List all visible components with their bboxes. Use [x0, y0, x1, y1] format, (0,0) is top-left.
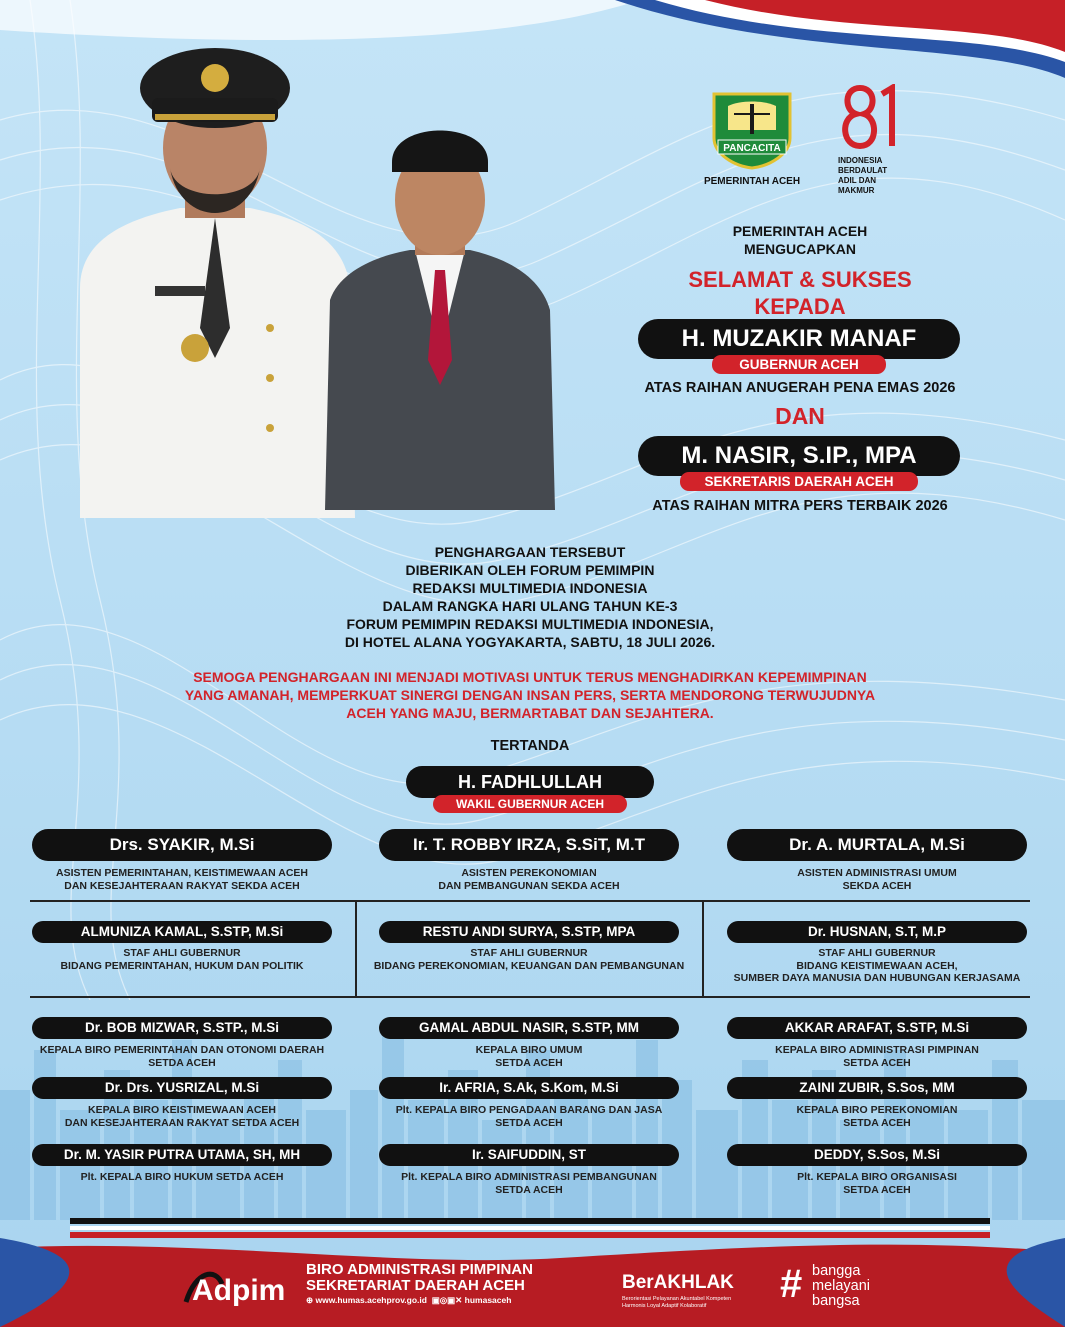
assistant-2-role: [379, 867, 679, 892]
headline-line1: PEMERINTAH ACEH: [732, 223, 868, 239]
para-line-4: DALAM RANGKA HARI ULANG TAHUN KE-3: [382, 598, 678, 614]
bureau-3-2-role: [364, 1171, 694, 1196]
bureau-2-1-role-line2: DAN KESEJAHTERAAN RAKYAT SETDA ACEH: [64, 1116, 300, 1129]
footer-stripes: [70, 1218, 990, 1240]
advisor-1-role-line2: BIDANG PEMERINTAHAN, HUKUM DAN POLITIK: [60, 959, 304, 972]
grid-line-1: [30, 900, 1030, 902]
bureau-2-3-role: [712, 1104, 1042, 1129]
assistant-2-role-line1: ASISTEN PEREKONOMIAN: [461, 867, 597, 879]
bureau-1-1-role-line1: KEPALA BIRO PEMERINTAHAN DAN OTONOMI DAERAH: [39, 1044, 325, 1056]
signed-role: WAKIL GUBERNUR ACEH: [433, 795, 627, 813]
top-right-wave: [595, 0, 1065, 80]
bureau-2-2-role-line2: SETDA ACEH: [495, 1116, 563, 1129]
bureau-1-1-role-line2: SETDA ACEH: [148, 1056, 216, 1069]
advisor-2-name: RESTU ANDI SURYA, S.STP, MPA: [379, 921, 679, 943]
pancacita-shield-icon: [710, 88, 794, 170]
bureau-3-3-role-line2: SETDA ACEH: [843, 1183, 911, 1196]
honoree2-role: SEKRETARIS DAERAH ACEH: [680, 472, 918, 491]
hashtag-line1: bangga: [812, 1263, 861, 1279]
advisor-3-role: [712, 947, 1042, 985]
para-line-5: FORUM PEMIMPIN REDAKSI MULTIMEDIA INDONESIA,: [346, 616, 714, 632]
anniversary-tag-4: MAKMUR: [838, 186, 875, 195]
honoree2-name: M. NASIR, S.IP., MPA: [638, 436, 960, 476]
bureau-3-1-role-line1: Plt. KEPALA BIRO HUKUM SETDA ACEH: [80, 1171, 284, 1183]
hashtag-line3: bangsa: [812, 1293, 860, 1309]
bureau-3-3-name: DEDDY, S.Sos, M.Si: [727, 1144, 1027, 1166]
bureau-1-3-name: AKKAR ARAFAT, S.STP, M.Si: [727, 1017, 1027, 1039]
pancacita-banner-text: PANCACITA: [723, 143, 781, 154]
bureau-3-2-role-line2: SETDA ACEH: [495, 1183, 563, 1196]
bureau-1-2-role: [364, 1044, 694, 1069]
bureau-2-2-role-line1: Plt. KEPALA BIRO PENGADAAN BARANG DAN JASA: [395, 1104, 663, 1116]
wish-message: [110, 668, 950, 722]
signed-label: TERTANDA: [490, 738, 570, 754]
berakhlak-logo: BerAKHLAK: [622, 1272, 734, 1293]
signed-name: H. FADHLULLAH: [406, 766, 654, 798]
secretary-photo: [320, 110, 560, 510]
anniversary-tag-3: ADIL DAN: [838, 176, 877, 185]
assistant-1-name: Drs. SYAKIR, M.Si: [32, 829, 332, 861]
honoree2-award: ATAS RAIHAN MITRA PERS TERBAIK 2026: [652, 498, 948, 514]
advisor-1-role-line1: STAF AHLI GUBERNUR: [123, 947, 241, 959]
grid-col-divider-1: [355, 902, 357, 996]
congrats-line1: SELAMAT & SUKSES: [688, 267, 912, 292]
bureau-1-3-role: [712, 1044, 1042, 1069]
anniversary-81-icon: [838, 84, 898, 150]
honoree1-role: GUBERNUR ACEH: [712, 355, 886, 374]
para-line-3: REDAKSI MULTIMEDIA INDONESIA: [412, 580, 648, 596]
bureau-3-2-role-line1: Plt. KEPALA BIRO ADMINISTRASI PEMBANGUNAN: [401, 1171, 657, 1183]
advisor-1-name: ALMUNIZA KAMAL, S.STP, M.Si: [32, 921, 332, 943]
assistant-3-name: Dr. A. MURTALA, M.Si: [727, 829, 1027, 861]
assistant-2-name: Ir. T. ROBBY IRZA, S.SiT, M.T: [379, 829, 679, 861]
aceh-government-logo: [697, 88, 807, 198]
assistant-3-role-line1: ASISTEN ADMINISTRASI UMUM: [797, 867, 957, 879]
wish-line-3: ACEH YANG MAJU, BERMARTABAT DAN SEJAHTERA.: [346, 705, 714, 721]
bureau-3-2-name: Ir. SAIFUDDIN, ST: [379, 1144, 679, 1166]
bureau-2-3-name: ZAINI ZUBIR, S.Sos, MM: [727, 1077, 1027, 1099]
headline-line2: MENGUCAPKAN: [744, 241, 856, 257]
footer-biro-line1: BIRO ADMINISTRASI PIMPINAN: [306, 1261, 533, 1278]
footer-biro-line2: SEKRETARIAT DAERAH ACEH: [306, 1277, 525, 1294]
wish-line-2: YANG AMANAH, MEMPERKUAT SINERGI DENGAN INSAN PERS, SERTA MENDORONG TERWUJUDNYA: [184, 687, 876, 703]
footer-website: www.humas.acehprov.go.id: [315, 1295, 427, 1305]
advisor-2-role-line2: BIDANG PEREKONOMIAN, KEUANGAN DAN PEMBANGUNAN: [373, 959, 685, 972]
advisor-3-role-line1: STAF AHLI GUBERNUR: [818, 947, 936, 959]
advisor-3-role-line2: BIDANG KEISTIMEWAAN ACEH,: [796, 959, 958, 972]
bureau-3-3-role: [712, 1171, 1042, 1196]
assistant-2-role-line2: DAN PEMBANGUNAN SEKDA ACEH: [438, 879, 620, 892]
aceh-logo-caption: PEMERINTAH ACEH: [703, 176, 801, 187]
para-line-2: DIBERIKAN OLEH FORUM PEMIMPIN: [405, 562, 655, 578]
assistant-3-role: [727, 867, 1027, 892]
bangga-melayani-bangsa: [812, 1264, 870, 1309]
bureau-1-1-name: Dr. BOB MIZWAR, S.STP., M.Si: [32, 1017, 332, 1039]
footer-contact: [306, 1295, 511, 1306]
advisor-1-role: [22, 947, 342, 972]
honoree1-award: ATAS RAIHAN ANUGERAH PENA EMAS 2026: [644, 380, 956, 396]
bureau-2-2-role: [364, 1104, 694, 1129]
bureau-2-1-role: [22, 1104, 342, 1129]
governor-photo: [70, 28, 360, 518]
grid-col-divider-2: [702, 902, 704, 996]
bureau-3-3-role-line1: Plt. KEPALA BIRO ORGANISASI: [797, 1171, 957, 1183]
honoree1-name: H. MUZAKIR MANAF: [638, 319, 960, 359]
para-line-1: PENGHARGAAN TERSEBUT: [434, 544, 626, 560]
assistant-3-role-line2: SEKDA ACEH: [842, 879, 912, 892]
bureau-3-1-role: [22, 1171, 342, 1184]
advisor-2-role: [364, 947, 694, 972]
adpim-logo-text: Adpim: [192, 1274, 286, 1307]
grid-line-2: [30, 996, 1030, 998]
hashtag-icon: #: [780, 1262, 803, 1306]
bureau-1-1-role: [22, 1044, 342, 1069]
anniversary-tag-1: INDONESIA: [838, 156, 883, 165]
assistant-1-role-line1: ASISTEN PEMERINTAHAN, KEISTIMEWAAN ACEH: [55, 867, 308, 879]
bureau-2-3-role-line2: SETDA ACEH: [843, 1116, 911, 1129]
wish-line-1: SEMOGA PENGHARGAAN INI MENJADI MOTIVASI UNTUK TERUS MENGHADIRKAN KEPEMIMPINAN: [193, 669, 867, 685]
bureau-2-3-role-line1: KEPALA BIRO PEREKONOMIAN: [796, 1104, 958, 1116]
globe-icon: ⊕: [306, 1295, 316, 1305]
award-description: [230, 543, 830, 651]
adpim-logo-icon: [182, 1264, 302, 1310]
hashtag-line2: melayani: [812, 1278, 871, 1294]
berakhlak-subtitle: Berorientasi Pelayanan Akuntabel Kompeten Harmonis Loyal Adaptif Kolaboratif: [622, 1296, 732, 1309]
connector-and: DAN: [775, 403, 825, 429]
congrats-line2: KEPADA: [754, 294, 846, 319]
bureau-3-1-name: Dr. M. YASIR PUTRA UTAMA, SH, MH: [32, 1144, 332, 1166]
para-line-6: DI HOTEL ALANA YOGYAKARTA, SABTU, 18 JULI 2026.: [344, 634, 716, 650]
anniversary-tag-2: BERDAULAT: [838, 166, 888, 175]
bureau-1-2-role-line2: SETDA ACEH: [495, 1056, 563, 1069]
bureau-2-1-name: Dr. Drs. YUSRIZAL, M.Si: [32, 1077, 332, 1099]
bureau-1-2-role-line1: KEPALA BIRO UMUM: [475, 1044, 583, 1056]
bureau-2-2-name: Ir. AFRIA, S.Ak, S.Kom, M.Si: [379, 1077, 679, 1099]
headline-block: [600, 222, 1000, 320]
bureau-2-1-role-line1: KEPALA BIRO KEISTIMEWAAN ACEH: [87, 1104, 277, 1116]
indonesia-81-logo: [838, 84, 908, 204]
bureau-1-2-name: GAMAL ABDUL NASIR, S.STP, MM: [379, 1017, 679, 1039]
bureau-1-3-role-line1: KEPALA BIRO ADMINISTRASI PIMPINAN: [775, 1044, 979, 1056]
advisor-3-name: Dr. HUSNAN, S.T, M.P: [727, 921, 1027, 943]
footer-social-handle: humasaceh: [464, 1295, 512, 1305]
advisor-2-role-line1: STAF AHLI GUBERNUR: [470, 947, 588, 959]
social-icons: ▣◎▣✕: [429, 1295, 465, 1305]
assistant-1-role-line2: DAN KESEJAHTERAAN RAKYAT SEKDA ACEH: [64, 879, 300, 892]
advisor-3-role-line3: SUMBER DAYA MANUSIA DAN HUBUNGAN KERJASAMA: [733, 972, 1021, 984]
assistant-1-role: [32, 867, 332, 892]
footer-biro: [306, 1262, 533, 1294]
bureau-1-3-role-line2: SETDA ACEH: [843, 1056, 911, 1069]
adpim-logo: [182, 1264, 302, 1310]
